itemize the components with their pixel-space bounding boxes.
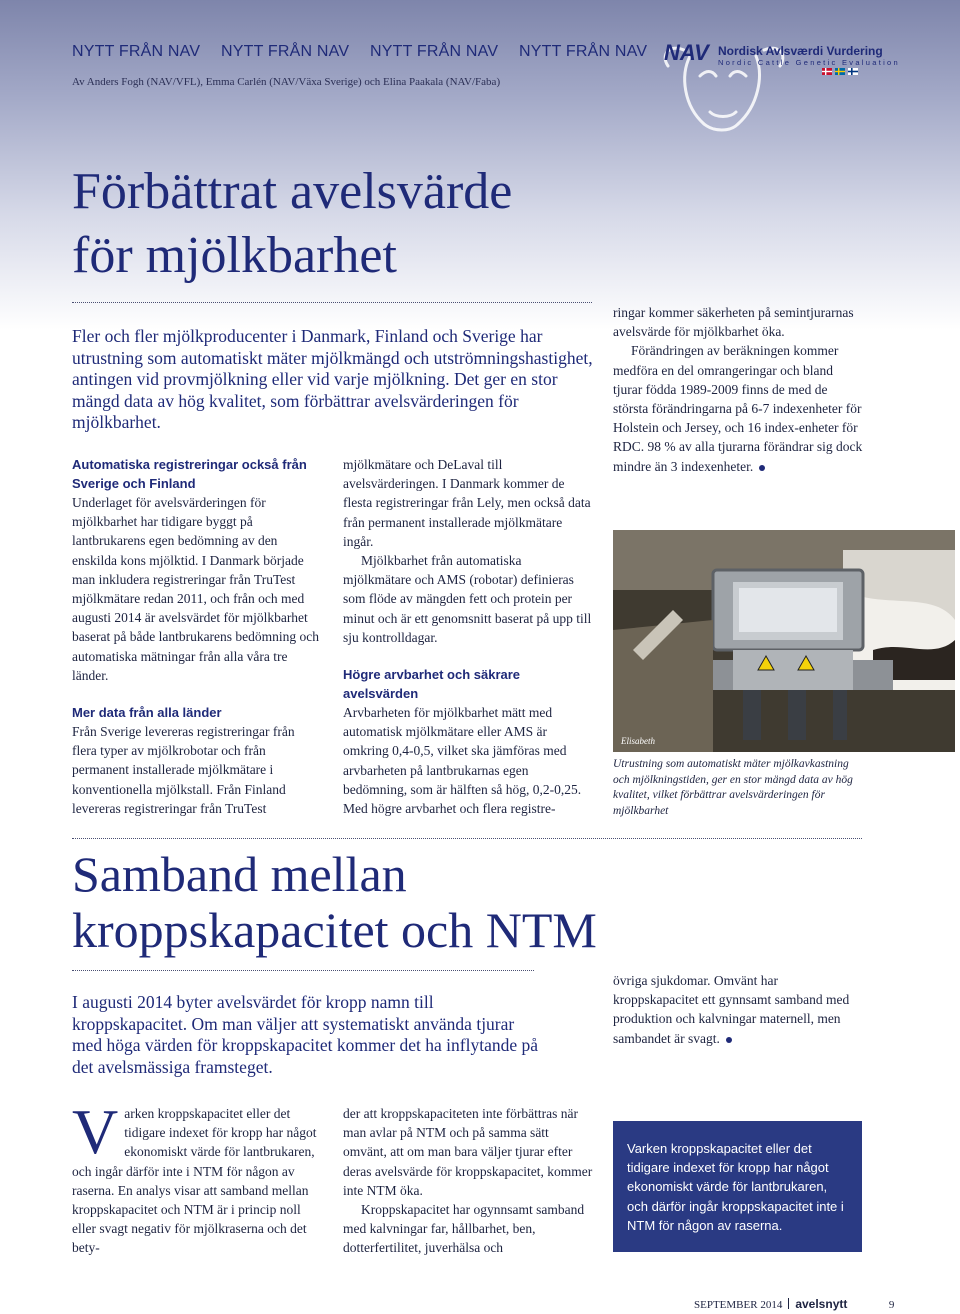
article-column-2 — [343, 455, 593, 818]
article-title — [72, 160, 632, 288]
body-paragraph: Mjölkbarhet från automatiska mjölkmätare och AMS (robotar) definieras som flöde av mängden fett och protein per minut och är ett genomsnitt baserat på upp till sju kontrolldagar. — [343, 553, 592, 645]
divider — [72, 838, 862, 839]
dk-flag-icon — [822, 68, 832, 75]
article2-column-3 — [613, 971, 863, 1048]
issue-date: SEPTEMBER 2014 — [694, 1299, 783, 1311]
title-line: för mjölkbarhet — [72, 227, 397, 284]
info-box: Varken kroppskapacitet eller det tidigare indexet för kropp har något ekonomiskt värde för lantbrukaren, och därför ingår kroppskapacitet inte i NTM för någon av raserna. — [613, 1121, 862, 1252]
photo-caption: Utrustning som automatiskt mäter mjölkavkastning och mjölkningstiden, ger en stor mängd data av hög kvalitet, vilket förbättrar avelsvärderingen för mjölkbarhet — [613, 758, 853, 817]
magazine-name: avelsnytt — [795, 1297, 848, 1311]
logo-mark: NAV — [664, 40, 709, 65]
body-paragraph: övriga sjukdomar. Omvänt har kroppskapacitet ett gynnsamt samband med produktion och kalvningar maternell, men sambandet är svagt. — [613, 973, 850, 1046]
se-flag-icon — [835, 68, 845, 75]
photo-illustration — [613, 530, 955, 752]
section-tag: NYTT FRÅN NAV — [221, 43, 350, 60]
title-line: Samband mellan — [72, 846, 407, 902]
article2-column-2 — [343, 1104, 593, 1258]
fi-flag-icon — [848, 68, 858, 75]
article-column-1 — [72, 455, 322, 818]
subheading: Högre arvbarhet och säkrare avelsvärden — [343, 667, 521, 702]
section-tag: NYTT FRÅN NAV — [72, 43, 201, 60]
body-paragraph: der att kroppskapaciteten inte förbättras när man avlar på NTM och på samma sätt omvänt, att om man bara väljer tjurar efter deras avelsvärde för kroppskapacitet, kommer inte NTM öka. — [343, 1106, 593, 1198]
end-bullet-icon — [726, 1037, 732, 1043]
logo-name: Nordisk Avlsværdi Vurdering — [718, 44, 883, 58]
body-paragraph: Förändringen av beräkningen kommer medföra en del omrangeringar och bland tjurar födda 1989-2009 finns de med de största förändringarna på 6-7 indexenheter för Holstein och Jersey, och 16 index-enheter för RDC. 98 % av alla tjurarna förändrar sig dock mindre än 3 indexenheter. — [613, 343, 863, 474]
dropcap: V — [72, 1096, 119, 1167]
body-paragraph: ringar kommer säkerheten på semintjurarnas avelsvärde för mjölkbarhet öka. — [613, 305, 854, 340]
logo-tagline: Nordic Cattle Genetic Evaluation — [718, 58, 900, 67]
divider — [72, 302, 592, 303]
page-footer — [694, 1297, 894, 1311]
article2-column-1 — [72, 1096, 322, 1258]
body-paragraph: Varken kroppskapacitet eller det tidigare indexet för kropp har något ekonomiskt värde för lantbrukaren, och ingår därför inte i NTM för någon av raserna. En analys visar att samband mellan kroppskapacitet och NTM är i princip noll eller svagt negativ för mjölkraserna och det bety- — [72, 1096, 317, 1256]
article-lead: I augusti 2014 byter avelsvärdet för kropp namn till kroppskapacitet. Om man väljer att systematiskt använda tjurar med höga värden för kroppskapacitet kommer det ha inflytande på det avelsmässiga framsteget. — [72, 992, 539, 1077]
article-lead: Fler och fler mjölkproducenter i Danmark, Finland och Sverige har utrustning som automatiskt mäter mjölkmängd och utströmningshastighet, antingen vid provmjölkning eller vid varje mjölkning. Det ger en stor mängd data av hög kvalitet, som förbättrar avelsvärderingen för mjölkbarhet. — [72, 326, 593, 432]
subheading: Mer data från alla länder — [72, 705, 222, 721]
section-tag: NYTT FRÅN NAV — [370, 43, 499, 60]
footer-divider — [788, 1298, 789, 1309]
body-paragraph: mjölkmätare och DeLaval till avelsvärderingen. I Danmark kommer de flesta registreringar från Lely, men också data från permanent installerade mjölkmätare ingår. — [343, 457, 591, 549]
photo-credit: Elisabeth — [621, 736, 655, 746]
body-paragraph: Underlaget för avelsvärderingen för mjölkbarhet har tidigare byggt på lantbrukarens egen bedömning av den enskilda kons mjölktid. I Danmark började man inkludera registreringar från TruTest mjölkmätare redan 2011, och från och med augusti 2014 är avelsvärdet för mjölkbarhet baserat på både lantbrukarens bedömning och automatiska mätningar från alla våra tre länder. — [72, 495, 320, 683]
authors-byline: Av Anders Fogh (NAV/VFL), Emma Carlén (NAV/Växa Sverige) och Elina Paakala (NAV/Faba) — [72, 76, 501, 88]
body-paragraph: Arvbarheten för mjölkbarhet mätt med automatisk mjölkmätare eller AMS är omkring 0,4-0,5, vilket ska jämföras med arvbarheten på lantbrukarnas egen bedömning, som är hälften så hög, 0,2-0,25. Med högre arvbarhet och flera registre- — [343, 705, 582, 817]
page-number: 9 — [888, 1299, 895, 1311]
divider — [72, 970, 534, 971]
title-line: kroppskapacitet och NTM — [72, 902, 597, 958]
article-title — [72, 846, 692, 958]
title-line: Förbättrat avelsvärde — [72, 163, 513, 220]
nav-logo — [660, 36, 900, 136]
milking-equipment-photo — [613, 530, 955, 752]
end-bullet-icon — [759, 465, 765, 471]
article-column-3 — [613, 303, 863, 476]
subheading: Automatiska registreringar också från Sverige och Finland — [72, 457, 307, 491]
body-paragraph: Från Sverige levereras registreringar från flera typer av mjölkrobotar och från permanent installerade mjölkmätare i konventionella mjölkstall. Från Finland levereras registreringar från TruTest — [72, 724, 295, 816]
section-tag: NYTT FRÅN NAV — [519, 43, 648, 60]
body-paragraph: Kroppskapacitet har ogynnsamt samband med kalvningar far, hållbarhet, ben, dotterfertilitet, juverhälsa och — [343, 1202, 585, 1256]
